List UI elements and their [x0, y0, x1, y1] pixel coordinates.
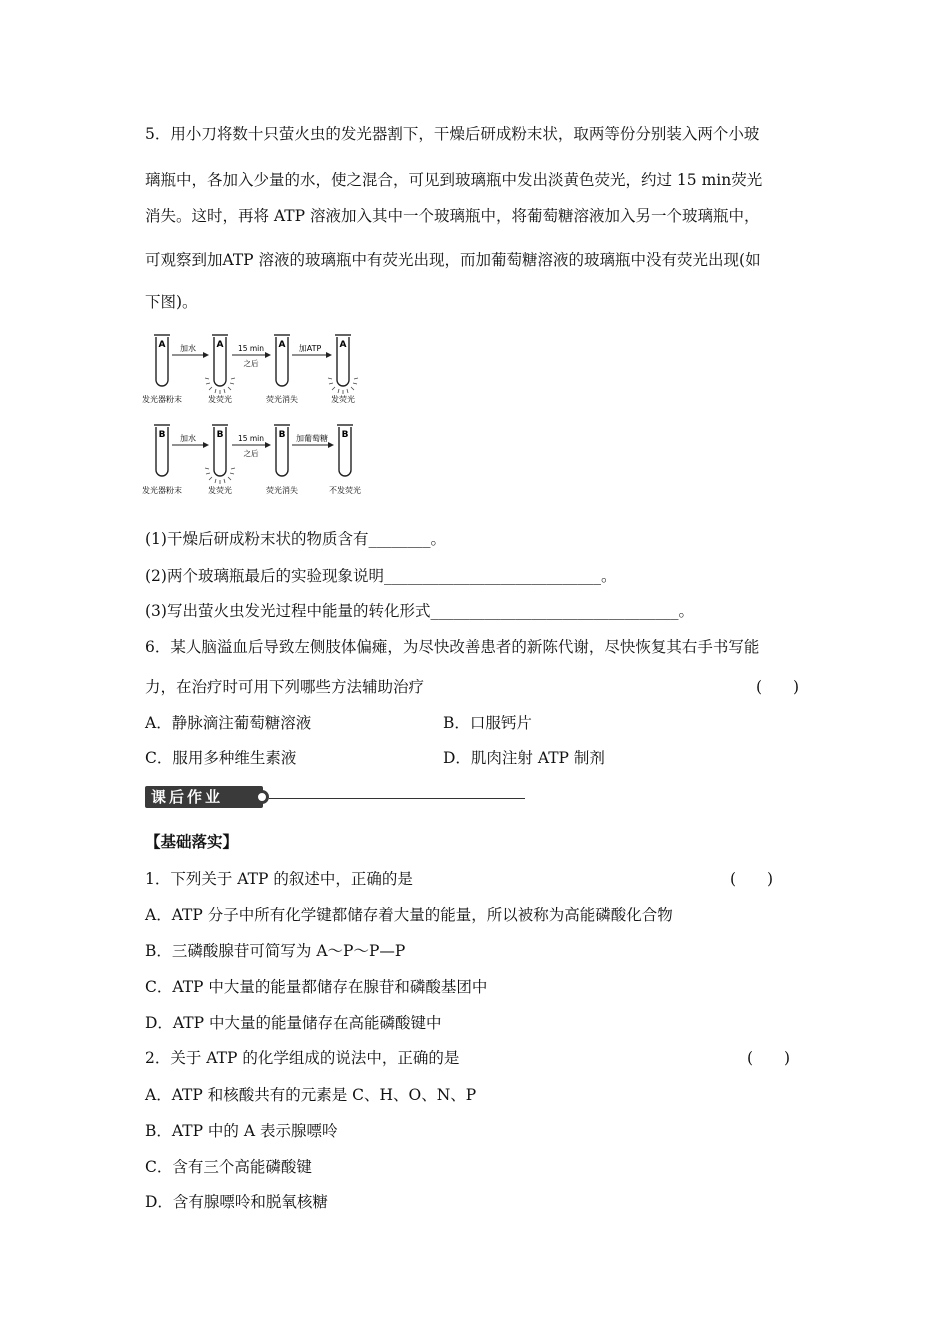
h1-answer-paren: ( ) — [730, 870, 774, 888]
caption-b-2: 发荧光 — [208, 486, 232, 495]
tube-a-4-label: A — [339, 340, 347, 350]
step-a-1: 加水 — [180, 344, 196, 353]
tube-a-2 — [205, 335, 235, 394]
q5-line-5: 下图)。 — [145, 293, 198, 311]
tube-a-4 — [328, 335, 358, 394]
tube-b-3-label: B — [278, 430, 286, 440]
tube-a-2-label: A — [216, 340, 224, 350]
h2-stem: 2．关于 ATP 的化学组成的说法中，正确的是 — [145, 1049, 460, 1067]
q5-sub-2: (2)两个玻璃瓶最后的实验现象说明____________________________。 — [145, 567, 617, 585]
caption-a-3: 荧光消失 — [266, 395, 298, 404]
tube-b-3 — [274, 425, 290, 476]
h1-option-a: A．ATP 分子中所有化学键都储存着大量的能量，所以被称为高能磷酸化合物 — [145, 906, 673, 924]
q5-line-3: 消失。这时，再将 ATP 溶液加入其中一个玻璃瓶中，将葡萄糖溶液加入另一个玻璃瓶中， — [145, 207, 760, 225]
tube-a-1 — [154, 335, 170, 386]
tube-b-1-label: B — [158, 430, 166, 440]
row-b — [142, 425, 361, 495]
h2-answer-paren: ( ) — [747, 1049, 791, 1067]
caption-a-1: 发光器粉末 — [142, 395, 182, 404]
tube-a-3-label: A — [278, 340, 286, 350]
tube-b-2-label: B — [216, 430, 224, 440]
step-a-3: 加ATP — [298, 344, 322, 353]
q6-option-c: C．服用多种维生素液 — [145, 749, 297, 767]
banner-dot-icon — [255, 790, 269, 804]
h2-option-c: C．含有三个高能磷酸键 — [145, 1158, 312, 1176]
firefly-experiment-figure — [140, 325, 380, 505]
tube-a-3 — [274, 335, 290, 386]
row-a — [142, 335, 358, 404]
caption-b-3: 荧光消失 — [266, 486, 298, 495]
tube-b-2 — [205, 425, 235, 484]
step-b-2-line1: 15 min — [237, 434, 265, 443]
q6-answer-paren: ( ) — [756, 678, 800, 696]
q6-option-d: D．肌肉注射 ATP 制剂 — [443, 749, 605, 767]
h1-option-b: B．三磷酸腺苷可简写为 A～P～P—P — [145, 942, 406, 960]
h1-option-d: D．ATP 中大量的能量储存在高能磷酸键中 — [145, 1014, 442, 1032]
q5-sub-1: (1)干燥后研成粉末状的物质含有________。 — [145, 530, 446, 548]
q5-line-1: 5．用小刀将数十只萤火虫的发光器割下，干燥后研成粉末状，取两等份分别装入两个小玻 — [145, 125, 760, 143]
q5-line-4: 可观察到加ATP 溶液的玻璃瓶中有荧光出现，而加葡萄糖溶液的玻璃瓶中没有荧光出现(如 — [145, 251, 761, 269]
homework-banner-label: 课后作业 — [145, 786, 263, 808]
q5-sub-3: (3)写出萤火虫发光过程中能量的转化形式________________________________。 — [145, 602, 694, 620]
step-b-2-line2: 之后 — [243, 449, 259, 458]
q5-line-2: 璃瓶中，各加入少量的水，使之混合，可见到玻璃瓶中发出淡黄色荧光，约过 15 min荧光 — [145, 171, 763, 189]
step-b-3: 加葡萄糖 — [296, 434, 328, 443]
h1-option-c: C．ATP 中大量的能量都储存在腺苷和磷酸基团中 — [145, 978, 488, 996]
h2-option-b: B．ATP 中的 A 表示腺嘌呤 — [145, 1122, 338, 1140]
h2-option-a: A．ATP 和核酸共有的元素是 C、H、O、N、P — [145, 1086, 477, 1104]
homework-banner — [145, 786, 525, 810]
step-a-2-line1: 15 min — [237, 344, 265, 353]
q6-line-1: 6．某人脑溢血后导致左侧肢体偏瘫，为尽快改善患者的新陈代谢，尽快恢复其右手书写能 — [145, 638, 760, 656]
banner-divider — [269, 798, 525, 799]
tube-a-1-label: A — [158, 340, 166, 350]
q6-option-a: A．静脉滴注葡萄糖溶液 — [145, 714, 312, 732]
tube-b-4 — [337, 425, 353, 476]
caption-b-4: 不发荧光 — [329, 486, 361, 495]
q6-option-b: B．口服钙片 — [443, 714, 532, 732]
step-a-2-line2: 之后 — [243, 359, 259, 368]
tube-b-4-label: B — [341, 430, 349, 440]
caption-a-4: 发荧光 — [331, 395, 355, 404]
caption-a-2: 发荧光 — [208, 395, 232, 404]
step-b-1: 加水 — [180, 434, 196, 443]
section-heading: 【基础落实】 — [145, 832, 239, 851]
tube-b-1 — [154, 425, 170, 476]
h1-stem: 1．下列关于 ATP 的叙述中，正确的是 — [145, 870, 413, 888]
q6-line-2: 力，在治疗时可用下列哪些方法辅助治疗 — [145, 678, 425, 696]
h2-option-d: D．含有腺嘌呤和脱氧核糖 — [145, 1193, 328, 1211]
caption-b-1: 发光器粉末 — [142, 486, 182, 495]
